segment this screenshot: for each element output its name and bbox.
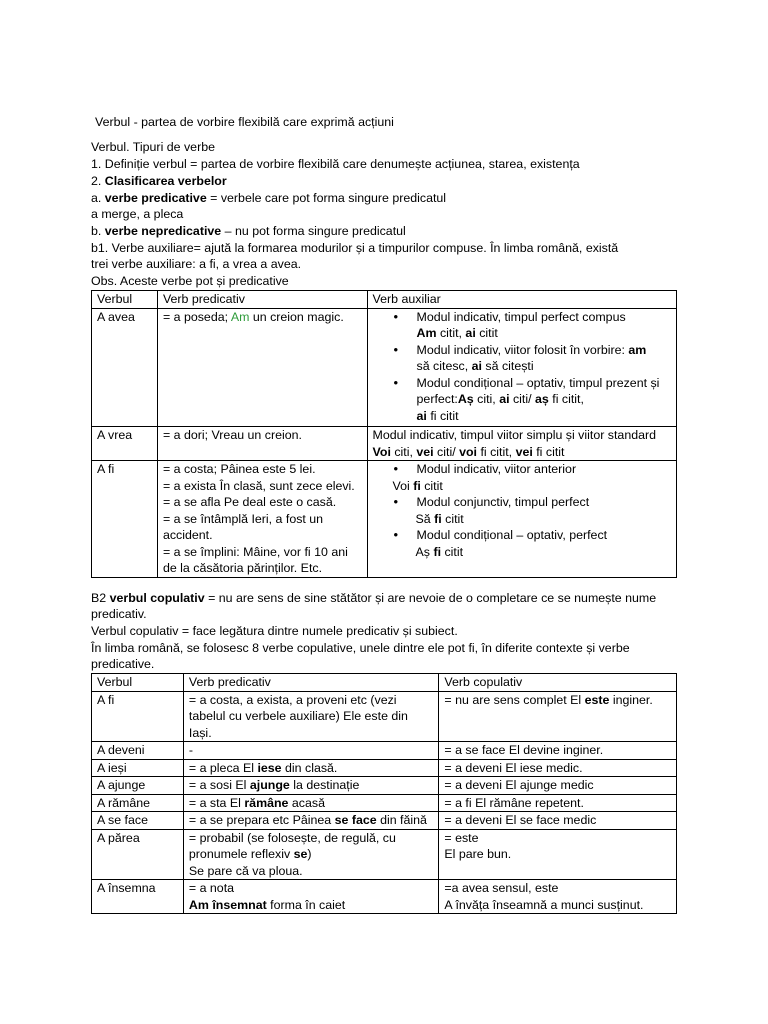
list-item: • Modul condițional – optativ, perfect — [417, 527, 671, 544]
copulative-cell: = a deveni El se face medic — [439, 812, 677, 830]
auxiliary-cell — [367, 461, 676, 578]
header-cell: Verbul — [92, 674, 184, 692]
table-row — [92, 742, 677, 760]
table-row — [92, 308, 677, 427]
header-cell: Verbul — [92, 291, 158, 309]
list-item: • Modul indicativ, viitor anterior — [417, 461, 671, 478]
list-item: • Modul indicativ, timpul perfect compus Am citit, ai citit — [417, 309, 671, 342]
copulative-cell: = a deveni El ajunge medic — [439, 777, 677, 795]
copulative-cell: = a fi El rămâne repetent. — [439, 794, 677, 812]
table-row — [92, 427, 677, 461]
verb-cell: A însemna — [92, 880, 184, 914]
predicative-cell: = a se prepara etc Pâinea se face din făină — [183, 812, 439, 830]
predicative-cell: = a pleca El iese din clasă. — [183, 759, 439, 777]
example-line: Voi fi citit — [392, 478, 443, 493]
predicative-cell: = a dori; Vreau un creion. — [157, 427, 367, 461]
list-item: • Modul conjunctiv, timpul perfect — [417, 494, 671, 511]
copulative-cell: = nu are sens complet El este inginer. — [439, 691, 677, 742]
copulative-verb-line-2: predicativ. — [91, 607, 147, 621]
header-cell: Verb predicativ — [183, 674, 439, 692]
verb-cell: A avea — [92, 308, 158, 427]
table-row — [92, 777, 677, 795]
copulative-note-line-2: predicative. — [91, 657, 155, 671]
nonpredicative-verbs-line: b. verbe nepredicative – nu pot forma singure predicatul — [91, 224, 406, 238]
predicative-cell: = a costa, a exista, a proveni etc (vezi tabelul cu verbele auxiliare) Ele este din Iași. — [183, 691, 439, 742]
table-row — [92, 812, 677, 830]
predicative-cell: - — [183, 742, 439, 760]
auxiliary-cell — [367, 308, 676, 427]
auxiliary-verbs-table — [91, 290, 677, 578]
predicative-cell: = a costa; Pâinea este 5 lei. = a exista În clasă, sunt zece elevi. = a se afla Pe deal este o casă. = a se întâmplă Ieri, a fost un accident. = a se împlini: Mâine, vor fi 10 ani de la căsătoria părinților. Etc. — [157, 461, 367, 578]
table-row — [92, 794, 677, 812]
verb-cell: A deveni — [92, 742, 184, 760]
header-cell: Verb predicativ — [157, 291, 367, 309]
verb-cell: A părea — [92, 829, 184, 880]
copulative-definition: Verbul copulativ = face legătura dintre numele predicativ și subiect. — [91, 624, 458, 638]
example-line: Aș fi citit — [415, 544, 464, 559]
verb-cell: A ajunge — [92, 777, 184, 795]
table-header-row — [92, 291, 677, 309]
predicative-cell: = a sosi El ajunge la destinație — [183, 777, 439, 795]
verb-cell: A fi — [92, 691, 184, 742]
copulative-cell: = a se face El devine inginer. — [439, 742, 677, 760]
predicative-cell: = a poseda; Am un creion magic. — [157, 308, 367, 427]
observation-line: Obs. Aceste verbe pot și predicative — [91, 274, 289, 288]
copulative-note-line-1: În limba română, se folosesc 8 verbe copulative, unele dintre ele pot fi, în diferite contexte și verbe — [91, 641, 630, 655]
copulative-cell: = este El pare bun. — [439, 829, 677, 880]
table-row — [92, 880, 677, 914]
auxiliary-verbs-line-1: b1. Verbe auxiliare= ajută la formarea modurilor și a timpurilor compuse. În limba română, există — [91, 241, 619, 255]
table-row — [92, 829, 677, 880]
list-item: • Modul condițional – optativ, timpul prezent și perfect:Aș citi, ai citi/ aș fi citit, ai fi citit — [417, 375, 671, 425]
table-row — [92, 759, 677, 777]
verb-cell: A fi — [92, 461, 158, 578]
table-row — [92, 691, 677, 742]
header-cell: Verb auxiliar — [367, 291, 676, 309]
document-title: Verbul - partea de vorbire flexibilă care exprimă acțiuni — [95, 115, 394, 129]
table-row — [92, 461, 677, 578]
copulative-verbs-table — [91, 673, 677, 914]
predicative-cell: = probabil (se folosește, de regulă, cu pronumele reflexiv se) Se pare că va ploua. — [183, 829, 439, 880]
copulative-cell: =a avea sensul, este A învăța înseamnă a munci susținut. — [439, 880, 677, 914]
predicative-examples: a merge, a pleca — [91, 207, 184, 221]
header-cell: Verb copulativ — [439, 674, 677, 692]
verb-cell: A vrea — [92, 427, 158, 461]
verb-cell: A se face — [92, 812, 184, 830]
subtitle: Verbul. Tipuri de verbe — [91, 140, 215, 154]
table-header-row — [92, 674, 677, 692]
auxiliary-verbs-line-2: trei verbe auxiliare: a fi, a vrea a avea. — [91, 257, 302, 271]
definition-line: 1. Definiție verbul = partea de vorbire flexibilă care denumește acțiunea, starea, existența — [91, 157, 580, 171]
verb-cell: A ieși — [92, 759, 184, 777]
verb-cell: A rămâne — [92, 794, 184, 812]
predicative-cell: = a nota Am însemnat forma în caiet — [183, 880, 439, 914]
copulative-cell: = a deveni El iese medic. — [439, 759, 677, 777]
example-line: Să fi citit — [415, 511, 464, 526]
copulative-verb-line-1: B2 verbul copulativ = nu are sens de sine stătător și are nevoie de o completare ce se numește nume — [91, 591, 657, 605]
predicative-verbs-line: a. verbe predicative = verbele care pot forma singure predicatul — [91, 191, 447, 205]
auxiliary-cell: Modul indicativ, timpul viitor simplu și viitor standard Voi citi, vei citi/ voi fi citit, vei fi citit — [367, 427, 676, 461]
list-item: • Modul indicativ, viitor folosit în vorbire: am să citesc, ai să citești — [417, 342, 671, 375]
classification-heading: 2. Clasificarea verbelor — [91, 174, 227, 188]
predicative-cell: = a sta El rămâne acasă — [183, 794, 439, 812]
